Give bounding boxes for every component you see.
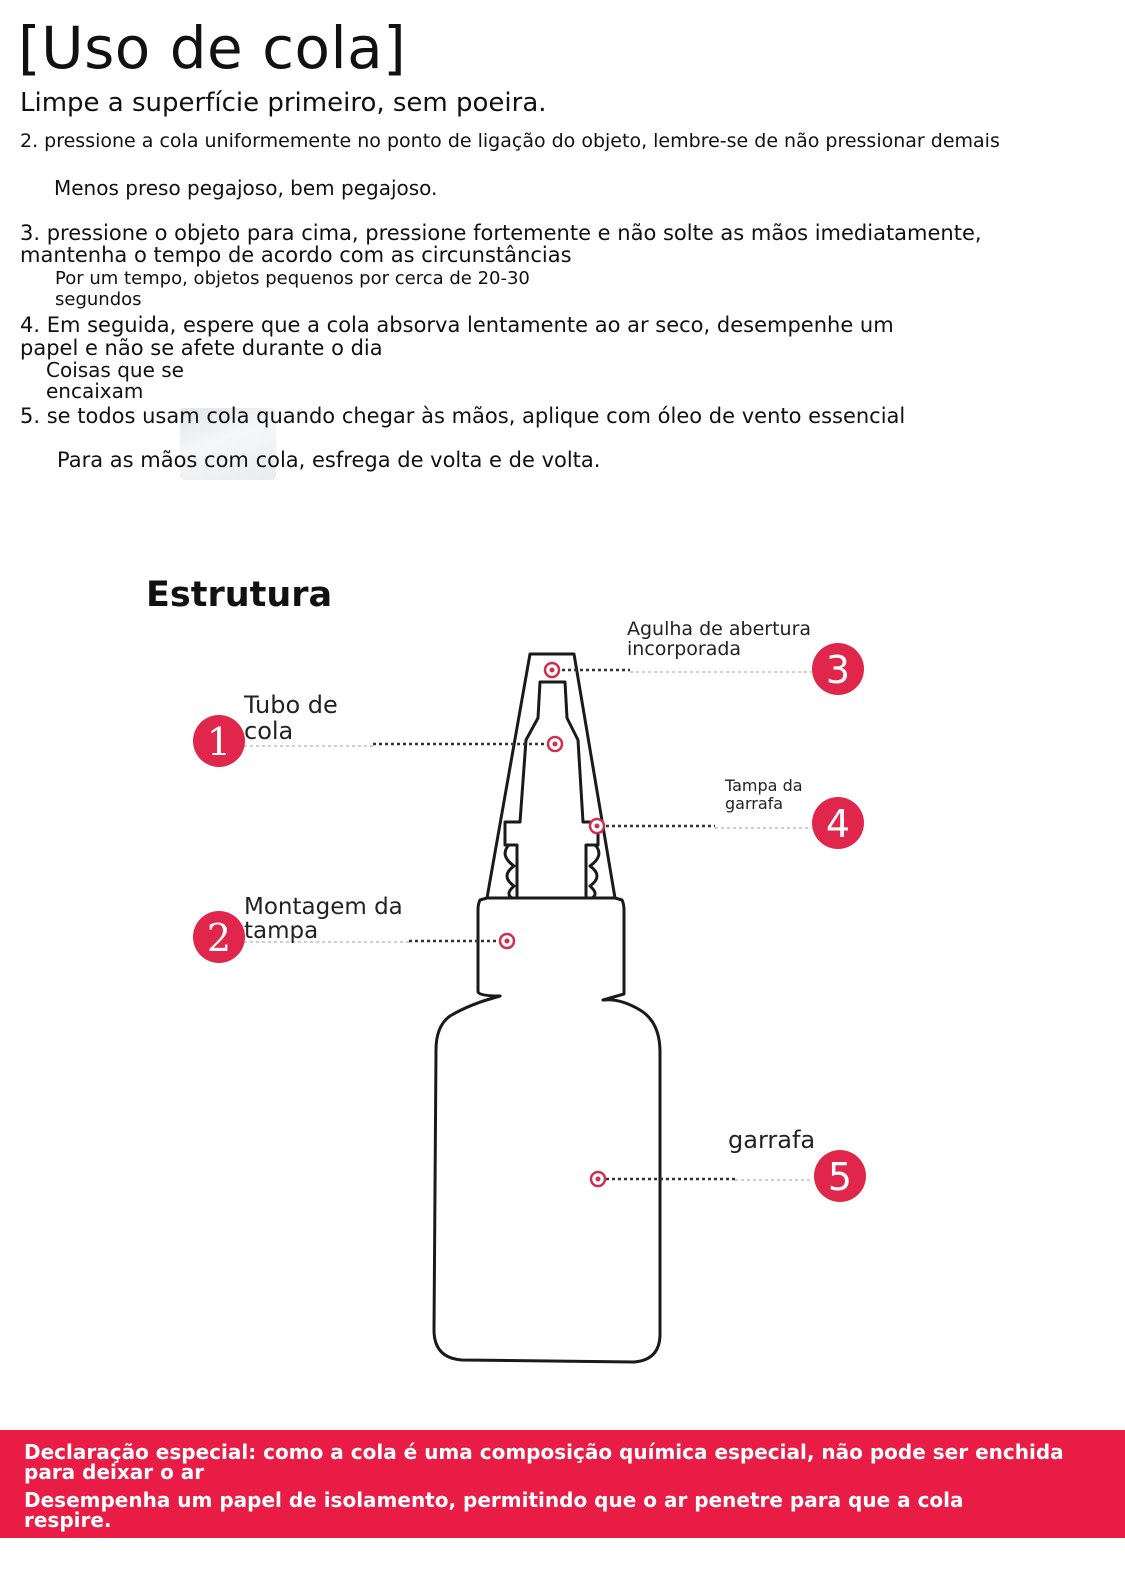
part-label-bottle: garrafa xyxy=(728,1126,816,1154)
step-2-text: 2. pressione a cola uniformemente no ponto de ligação do objeto, lembre-se de não pressionar demais xyxy=(20,130,1000,152)
glue-bottle-diagram xyxy=(0,600,1125,1400)
badge-5-number: 5 xyxy=(827,1155,853,1199)
step-5-text: 5. se todos usam cola quando chegar às mãos, aplique com óleo de vento essencial xyxy=(20,404,906,428)
structure-title: Estrutura xyxy=(146,575,333,615)
badge-4-number: 4 xyxy=(825,802,851,846)
thread-left xyxy=(505,846,514,898)
badge-1-number: 1 xyxy=(206,720,232,764)
marker-dot-5 xyxy=(596,1177,601,1182)
marker-dot-1 xyxy=(553,742,558,747)
step-4-note: Coisas que se encaixam xyxy=(46,358,184,403)
step-3-note: Por um tempo, objetos pequenos por cerca de 20-30 segundos xyxy=(55,268,530,310)
marker-dot-4 xyxy=(595,824,600,829)
banner-line-1: Declaração especial: como a cola é uma composição química especial, não pode ser enchida para deixar o ar xyxy=(24,1440,1064,1484)
part-label-glue-tube: Tubo de cola xyxy=(244,691,338,745)
step-5-note: Para as mãos com cola, esfrega de volta e de volta. xyxy=(57,448,601,472)
special-declaration-banner xyxy=(0,1430,1125,1538)
page-subtitle: Limpe a superfície primeiro, sem poeira. xyxy=(20,88,547,118)
badge-2-number: 2 xyxy=(206,916,232,960)
thread-right xyxy=(590,846,599,898)
part-label-opening-needle: Agulha de abertura incorporada xyxy=(627,618,812,660)
step-2-note: Menos preso pegajoso, bem pegajoso. xyxy=(54,176,438,200)
cap-body xyxy=(478,898,624,1000)
banner-line-2: Desempenha um papel de isolamento, permitindo que o ar penetre para que a cola respire. xyxy=(24,1488,964,1532)
marker-dot-3 xyxy=(550,668,555,673)
part-label-cap-assembly: Montagem da tampa xyxy=(244,894,403,944)
page-title: [Uso de cola] xyxy=(18,14,407,82)
marker-dot-2 xyxy=(505,939,510,944)
part-label-bottle-cap: Tampa da garrafa xyxy=(725,776,803,813)
bottle-outline xyxy=(434,654,660,1362)
step-3-text: 3. pressione o objeto para cima, pressione fortemente e não solte as mãos imediatamente, mantenha o tempo de acordo com as circunstâncias xyxy=(20,221,982,267)
badge-3-number: 3 xyxy=(825,648,851,692)
step-4-text: 4. Em seguida, espere que a cola absorva lentamente ao ar seco, desempenhe um papel e não se afete durante o dia xyxy=(20,313,894,360)
